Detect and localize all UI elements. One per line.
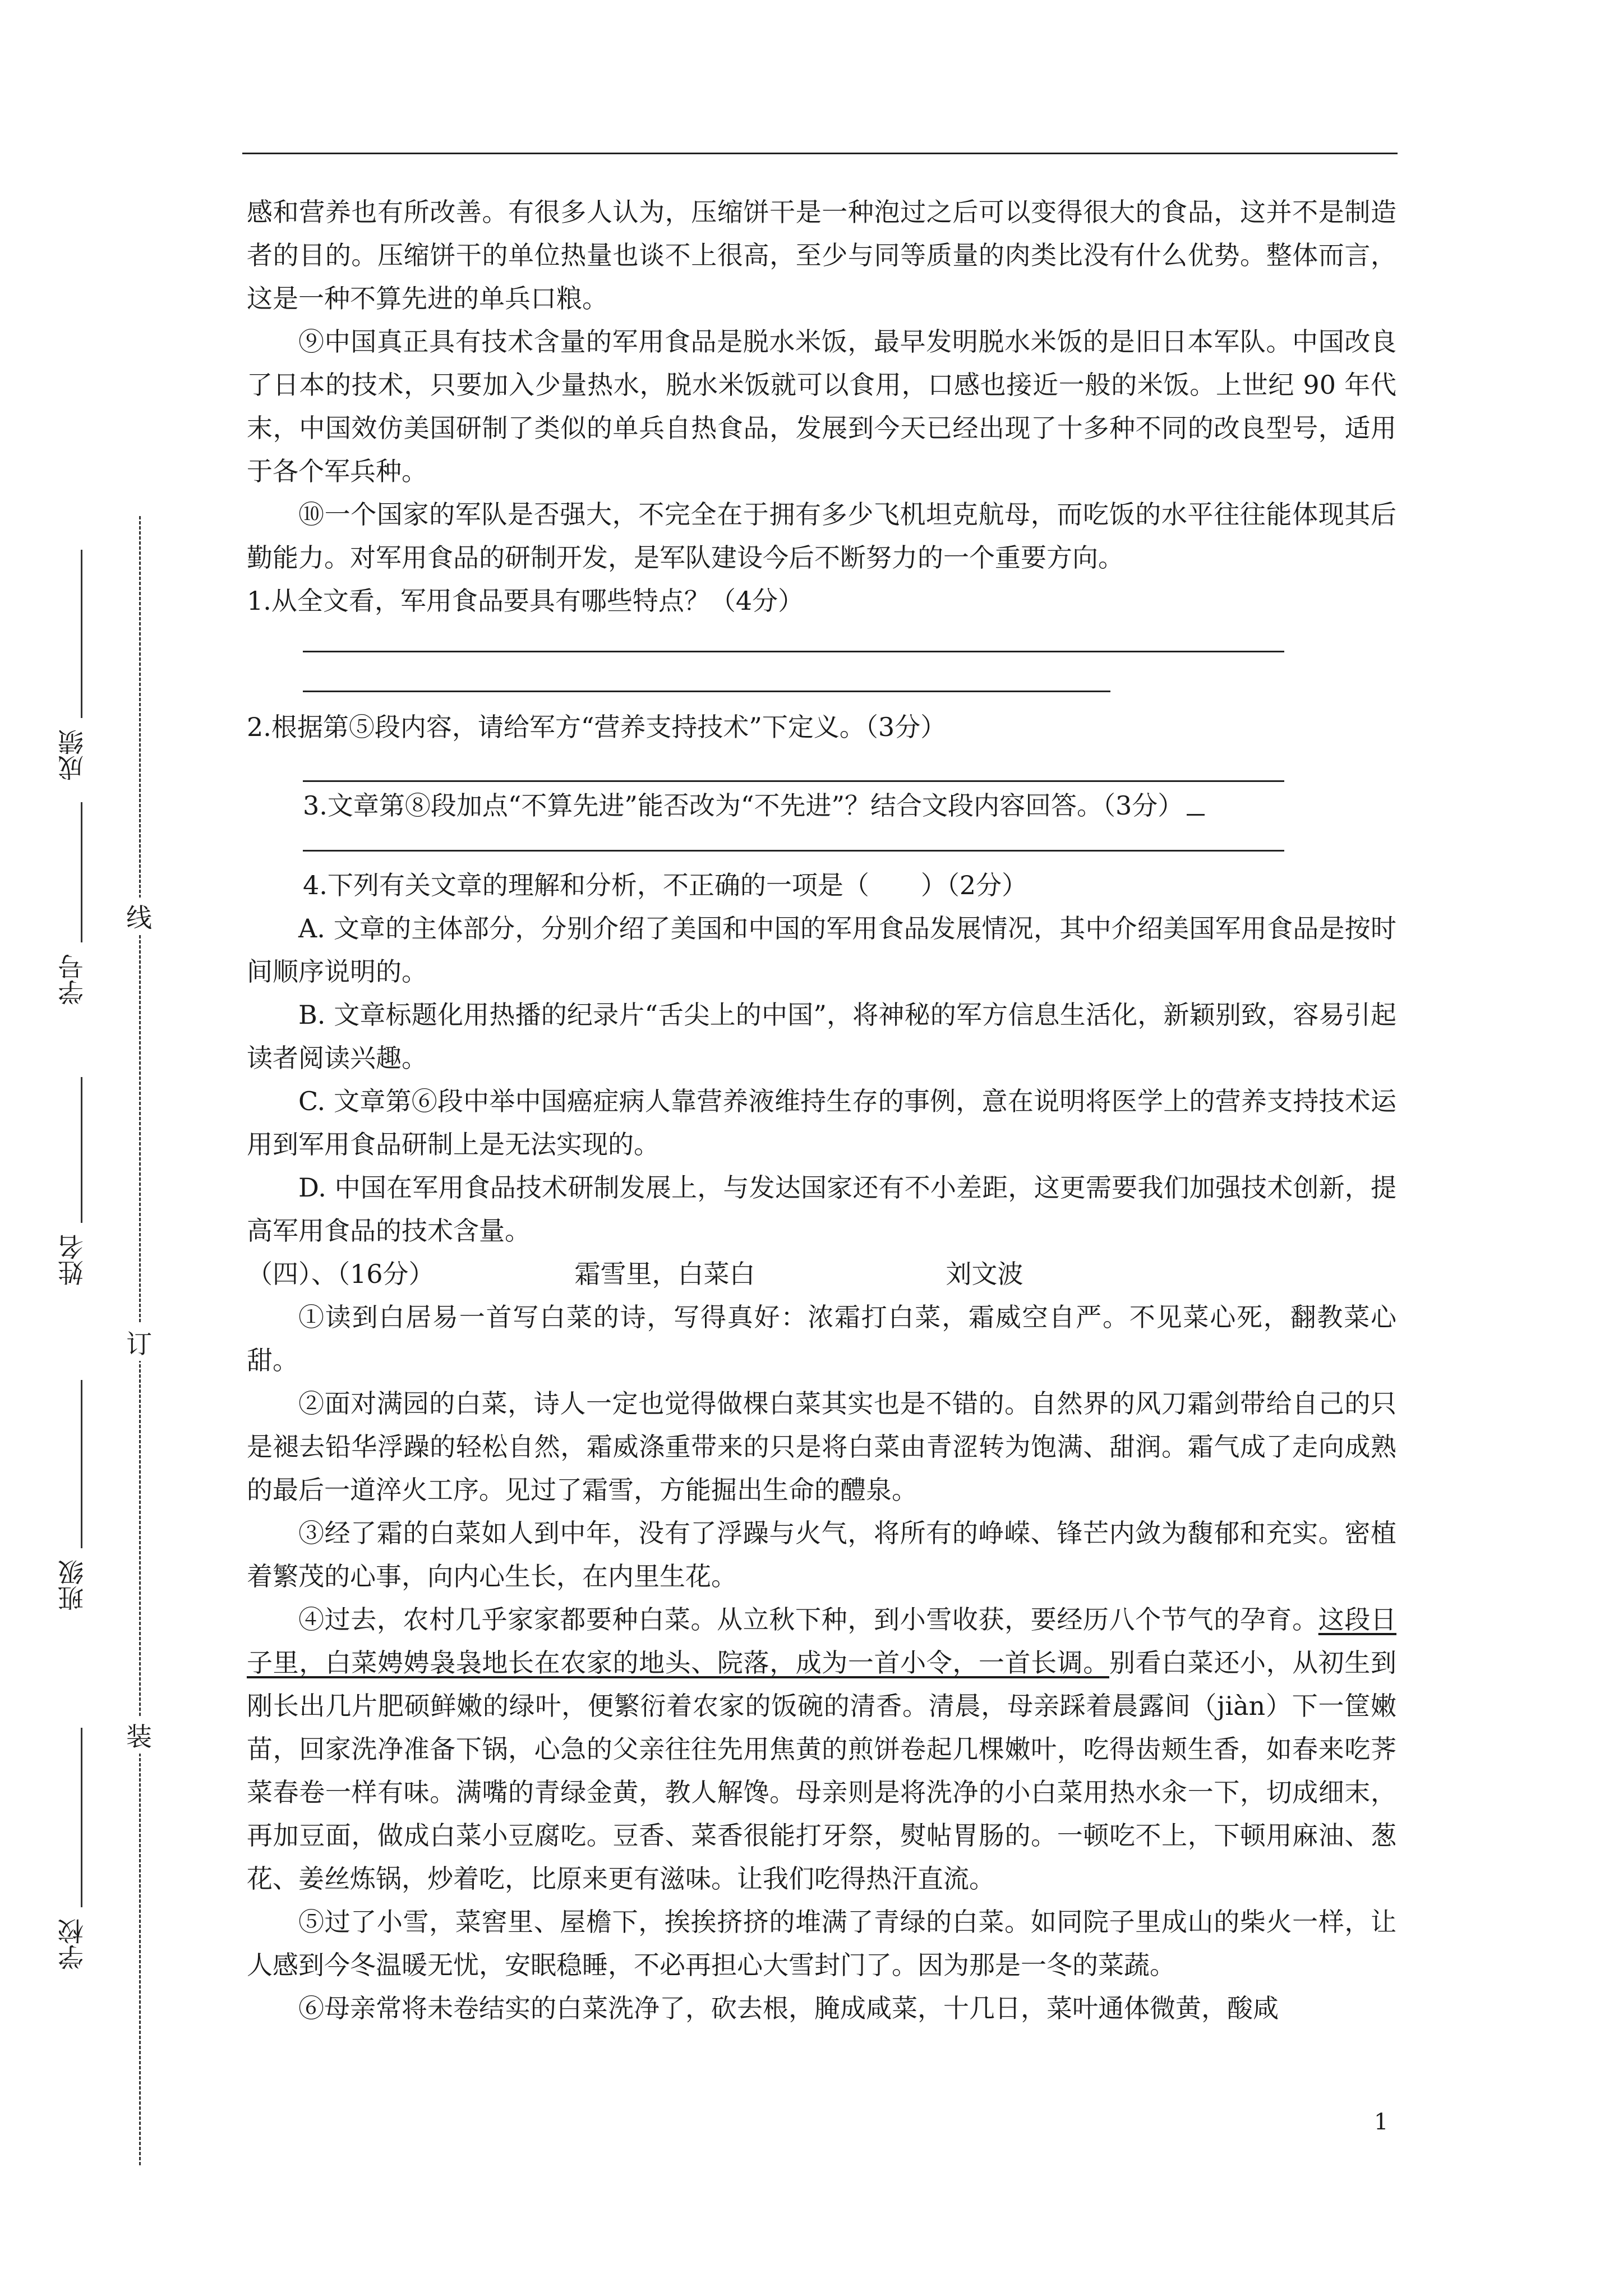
field-score-label: 成绩	[57, 729, 87, 781]
question-3	[247, 784, 1396, 827]
binding-word-ding: 订	[122, 1324, 156, 1361]
page-number: 1	[1374, 2109, 1389, 2135]
field-score-line	[81, 550, 82, 718]
article-title: 霜雪里，白菜白	[574, 1259, 755, 1289]
paragraph-continued: 感和营养也有所改善。有很多人认为，压缩饼干是一种泡过之后可以变得很大的食品，这并不是制造者的目的。压缩饼干的单位热量也谈不上很高，至少与同等质量的肉类比没有什么优势。整体而言，这是一种不算先进的单兵口粮。	[247, 197, 1396, 314]
option-d: D. 中国在军用食品技术研制发展上，与发达国家还有不小差距，这更需要我们加强技术创新，提高军用食品的技术含量。	[247, 1172, 1396, 1246]
binding-word-xian: 线	[122, 898, 156, 935]
field-name-label: 姓名	[57, 1234, 87, 1286]
question-4	[247, 864, 1396, 907]
field-school-line	[81, 1728, 82, 1907]
field-student-id[interactable]	[54, 954, 87, 1005]
question-4-score: ）（2分）	[920, 870, 1028, 900]
paragraph-9: ⑨中国真正具有技术含量的军用食品是脱水米饭，最早发明脱水米饭的是旧日本军队。中国改良了日本的技术，只要加入少量热水，脱水米饭就可以食用，口感也接近一般的米饭。上世纪 90 年代末，中国效仿美国研制了类似的单兵自热食品，发展到今天已经出现了十多种不同的改良型号，适用于各个军兵种。	[247, 326, 1396, 486]
question-1: 1.从全文看，军用食品要具有哪些特点？（4分）	[247, 586, 804, 616]
field-score[interactable]	[54, 729, 87, 781]
article-paragraph-3: ③经了霜的白菜如人到中年，没有了浮躁与火气，将所有的峥嵘、锋芒内敛为馥郁和充实。密植着繁茂的心事，向内心生长，在内里生花。	[247, 1518, 1396, 1591]
section-4-label: （四）、（16分）	[247, 1259, 435, 1289]
article-author: 刘文波	[946, 1259, 1023, 1289]
field-school[interactable]	[54, 1918, 87, 1970]
question-2: 2.根据第⑤段内容，请给军方“营养支持技术”下定义。（3分）	[247, 712, 947, 742]
header-rule	[242, 153, 1398, 154]
field-name-line	[81, 1077, 82, 1223]
page-content	[247, 191, 1396, 2030]
field-class-label: 班级	[57, 1559, 87, 1611]
paragraph-10: ⑩一个国家的军队是否强大，不完全在于拥有多少飞机坦克航母，而吃饭的水平往往能体现其后勤能力。对军用食品的研制开发，是军队建设今后不断努力的一个重要方向。	[247, 499, 1396, 573]
option-a: A. 文章的主体部分，分别介绍了美国和中国的军用食品发展情况，其中介绍美国军用食品是按时间顺序说明的。	[247, 913, 1396, 987]
article-paragraph-2: ②面对满园的白菜，诗人一定也觉得做棵白菜其实也是不错的。自然界的风刀霜剑带给自己的只是褪去铅华浮躁的轻松自然，霜威涤重带来的只是将白菜由青涩转为饱满、甜润。霜气成了走向成熟的最后一道淬火工序。见过了霜雪，方能掘出生命的醴泉。	[247, 1388, 1396, 1505]
option-b: B. 文章标题化用热播的纪录片“舌尖上的中国”，将神秘的军方信息生活化，新颖别致，容易引起读者阅读兴趣。	[247, 1000, 1396, 1073]
question-3-text: 3.文章第⑧段加点“不算先进”能否改为“不先进”？结合文段内容回答。（3分）	[303, 790, 1184, 821]
article-paragraph-4	[247, 1598, 1396, 1901]
field-student-id-line	[81, 802, 82, 942]
question-4-text: 4.下列有关文章的理解和分析，不正确的一项是（	[303, 870, 869, 900]
article-paragraph-5: ⑤过了小雪，菜窖里、屋檐下，挨挨挤挤的堆满了青绿的白菜。如同院子里成山的柴火一样，让人感到今冬温暖无忧，安眠稳睡，不必再担心大雪封门了。因为那是一冬的菜蔬。	[247, 1907, 1396, 1980]
binding-word-zhuang: 装	[122, 1717, 156, 1754]
answer-blank-q3[interactable]	[1187, 814, 1205, 816]
article-paragraph-1: ①读到白居易一首写白菜的诗，写得真好：浓霜打白菜，霜威空自严。不见菜心死，翻教菜心甜。	[247, 1302, 1396, 1375]
article-paragraph-4-rest: 别看白菜还小，从初生到刚长出几片肥硕鲜嫩的绿叶，便繁衍着农家的饭碗的清香。清晨，母亲踩着晨露间（jiàn）下一筐嫩苗，回家洗净准备下锅，心急的父亲往往先用焦黄的煎饼卷起几棵嫩叶，吃得齿颊生香，如春来吃荠菜春卷一样有味。满嘴的青绿金黄，教人解馋。母亲则是将洗净的小白菜用热水汆一下，切成细末，再加豆面，做成白菜小豆腐吃。豆香、菜香很能打牙祭，熨帖胃肠的。一顿吃不上，下顿用麻油、葱花、姜丝炼锅，炒着吃，比原来更有滋味。让我们吃得热汗直流。	[247, 1648, 1397, 1894]
article-paragraph-6: ⑥母亲常将未卷结实的白菜洗净了，砍去根，腌成咸菜，十几日，菜叶通体微黄，酸咸	[298, 1993, 1279, 2023]
field-class[interactable]	[54, 1559, 87, 1611]
field-class-line	[81, 1380, 82, 1548]
underlined-sentence: 这段日子里，白菜娉娉袅袅地长在农家的地头、院落，成为一首小令，一首长调。	[247, 1604, 1397, 1678]
field-name[interactable]	[54, 1234, 87, 1286]
section-4-header	[247, 1253, 1396, 1296]
field-school-label: 学校	[57, 1918, 87, 1970]
field-student-id-label: 学号	[57, 954, 87, 1005]
option-c: C. 文章第⑥段中举中国癌症病人靠营养液维持生存的事例，意在说明将医学上的营养支持技术运用到军用食品研制上是无法实现的。	[247, 1086, 1396, 1159]
article-paragraph-4-start: ④过去，农村几乎家家都要种白菜。从立秋下种，到小雪收获，要经历八个节气的孕育。	[298, 1604, 1318, 1635]
